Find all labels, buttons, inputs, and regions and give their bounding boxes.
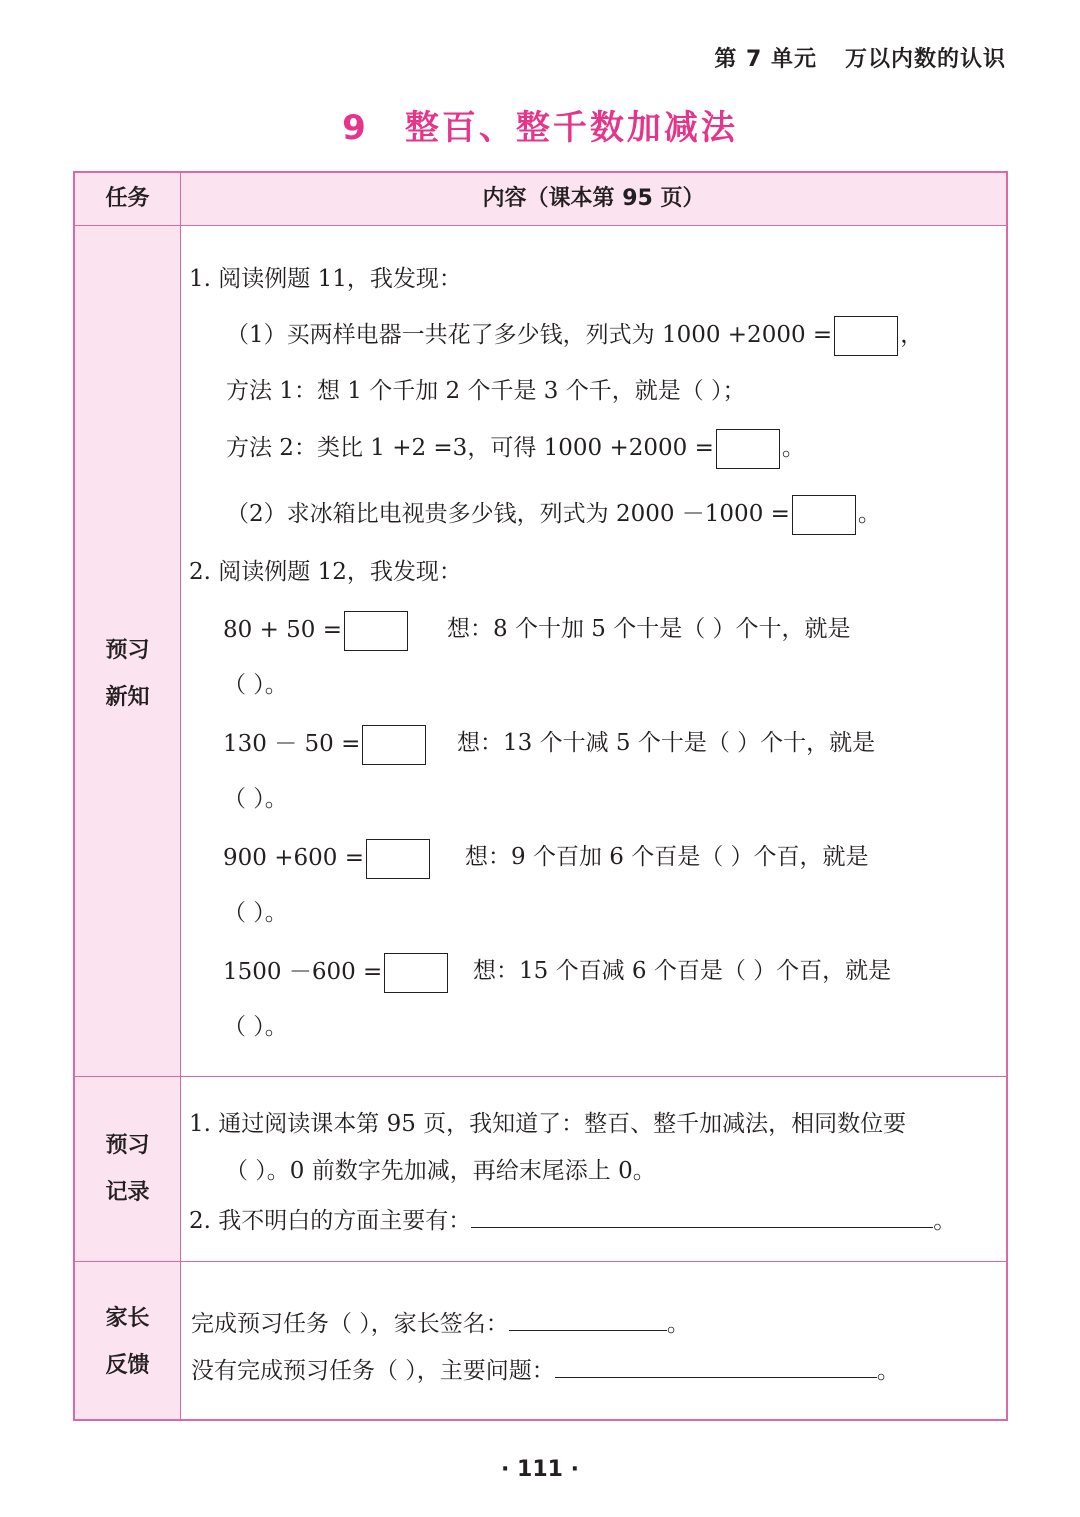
answer-1: （ ）。	[223, 672, 288, 698]
equation-3	[223, 839, 432, 879]
answer-box[interactable]	[716, 429, 780, 469]
row-label-parent-line2: 反馈	[105, 1353, 150, 1378]
answer-line[interactable]	[471, 1203, 933, 1228]
answer-box[interactable]	[834, 316, 898, 356]
equation-2-text: 130 － 50 =	[223, 731, 361, 757]
column-divider	[180, 173, 181, 1419]
record-1: 1. 通过阅读课本第 95 页，我知道了：整百、整千加减法，相同数位要	[189, 1111, 907, 1137]
row-label-preview-line2: 新知	[105, 685, 150, 710]
equation-4-text: 1500 －600 =	[223, 959, 383, 985]
lesson-title-text: 整百、整千数加减法	[404, 108, 738, 148]
worksheet-table	[73, 171, 1008, 1421]
answer-2: （ ）。	[223, 786, 288, 812]
method-2	[226, 429, 805, 469]
row-label-parent-line1: 家长	[105, 1306, 150, 1331]
think-2: 想：13 个十减 5 个十是（ ）个十，就是	[457, 730, 876, 756]
think-1: 想：8 个十加 5 个十是（ ）个十，就是	[447, 616, 851, 642]
answer-3: （ ）。	[223, 900, 288, 926]
answer-box[interactable]	[366, 839, 430, 879]
row-divider	[75, 1261, 1006, 1262]
parent-feedback-2-text: 没有完成预习任务（ ），主要问题：	[191, 1358, 555, 1384]
record-2	[189, 1203, 956, 1237]
equation-2	[223, 725, 428, 765]
question-1b-text: （2）求冰箱比电视贵多少钱，列式为 2000 －1000 =	[226, 501, 790, 527]
equation-3-text: 900 +600 =	[223, 845, 364, 871]
content-column-header: 内容（课本第 95 页）	[482, 186, 705, 211]
question-1a-text: （1）买两样电器一共花了多少钱，列式为 1000 +2000 =	[226, 322, 833, 348]
record-1-continued: （ ）。0 前数字先加减，再给末尾添上 0。	[225, 1158, 656, 1184]
unit-header	[714, 42, 1006, 73]
answer-box[interactable]	[384, 953, 448, 993]
punctuation: 。	[857, 501, 881, 527]
punctuation: ，	[900, 322, 924, 348]
answer-4: （ ）。	[223, 1014, 288, 1040]
row-label-record-line1: 预习	[105, 1133, 150, 1158]
question-1b	[226, 495, 881, 535]
equation-1	[223, 611, 410, 651]
unit-number: 第 7 单元	[714, 47, 817, 72]
method-1: 方法 1：想 1 个千加 2 个千是 3 个千，就是（ ）；	[226, 378, 746, 404]
punctuation: 。	[933, 1208, 957, 1234]
lesson-number: 9	[342, 108, 369, 148]
row-divider	[75, 1076, 1006, 1077]
task-column-header: 任务	[105, 186, 150, 211]
question-1a	[226, 316, 923, 356]
answer-box[interactable]	[362, 725, 426, 765]
question-2: 2. 阅读例题 12，我发现：	[189, 559, 462, 585]
unit-title: 万以内数的认识	[844, 47, 1006, 72]
record-2-text: 2. 我不明白的方面主要有：	[189, 1208, 472, 1234]
task-column-bg	[75, 225, 180, 1419]
think-3: 想：9 个百加 6 个百是（ ）个百，就是	[465, 844, 869, 870]
answer-box[interactable]	[792, 495, 856, 535]
page-number: · 111 ·	[501, 1457, 579, 1482]
answer-box[interactable]	[344, 611, 408, 651]
problem-line[interactable]	[555, 1353, 877, 1378]
question-1: 1. 阅读例题 11，我发现：	[189, 266, 462, 292]
punctuation: 。	[876, 1358, 900, 1384]
row-label-preview-line1: 预习	[105, 638, 150, 663]
parent-feedback-2	[191, 1353, 900, 1387]
punctuation: 。	[666, 1311, 690, 1337]
parent-feedback-1-text: 完成预习任务（ ），家长签名：	[191, 1311, 509, 1337]
row-divider	[75, 225, 1006, 226]
method-2-text: 方法 2：类比 1 +2 =3，可得 1000 +2000 =	[226, 435, 714, 461]
parent-feedback-1	[191, 1306, 690, 1340]
think-4: 想：15 个百减 6 个百是（ ）个百，就是	[473, 958, 892, 984]
equation-1-text: 80 + 50 =	[223, 617, 343, 643]
row-label-record-line2: 记录	[105, 1180, 150, 1205]
signature-line[interactable]	[509, 1306, 667, 1331]
punctuation: 。	[781, 435, 805, 461]
equation-4	[223, 953, 450, 993]
lesson-title	[0, 100, 1080, 149]
